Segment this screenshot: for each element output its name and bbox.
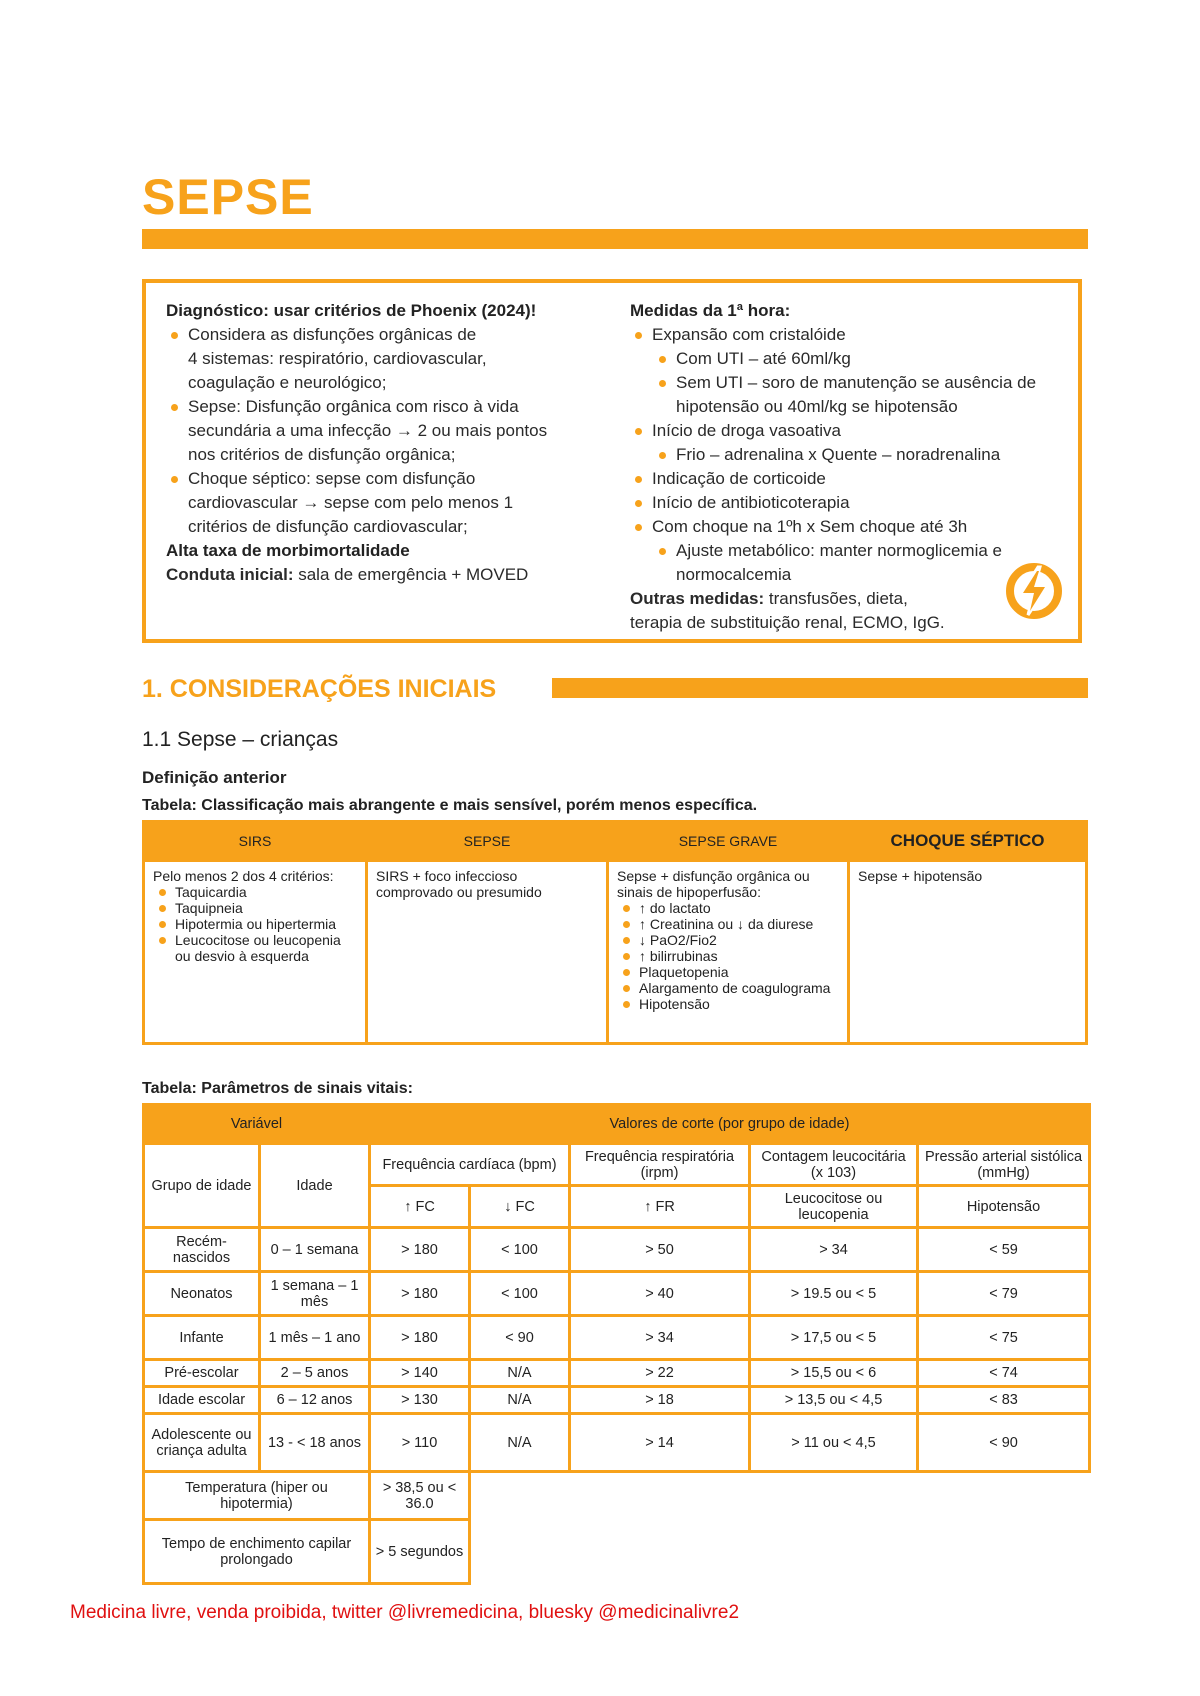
fr-up-header: ↑ FR <box>570 1186 750 1228</box>
diagnosis-list <box>166 323 606 539</box>
list-item: Com choque na 1ºh x Sem choque até 3h <box>630 515 1070 539</box>
variable-header: Variável <box>144 1105 370 1144</box>
list-subitem: Ajuste metabólico: manter normoglicemia e normocalcemia <box>630 539 1070 587</box>
sepse-grave-cell: Sepse + disfunção orgânica ou sinais de hipoperfusão: ↑ do lactato ↑ Creatinina ou ↓ da diurese ↓ PaO2/Fio2 ↑ bilirrubinas Plaquetopenia Alargamento de coagulograma Hipotensão <box>608 861 849 1044</box>
leuco-header: Contagem leucocitária (x 103) <box>750 1144 918 1186</box>
list-item: Considera as disfunções orgânicas de 4 sistemas: respiratório, cardiovascular, coagulação e neurológico; <box>166 323 606 395</box>
list-item: ↓ PaO2/Fio2 <box>617 932 839 948</box>
list-item: Hipotermia ou hipertermia <box>153 916 357 932</box>
list-item: Taquipneia <box>153 900 357 916</box>
section-divider <box>552 678 1088 698</box>
header-sirs: SIRS <box>144 822 367 861</box>
initial-conduct: Conduta inicial: sala de emergência + MOVED <box>166 565 529 584</box>
list-item: Indicação de corticoide <box>630 467 1070 491</box>
table-row: Neonatos 1 semana – 1 mês > 180 < 100 > 40 > 19.5 ou < 5 < 79 <box>144 1272 1090 1316</box>
table-row: Temperatura (hiper ou hipotermia) > 38,5 ou < 36.0 <box>144 1472 1090 1520</box>
title-divider <box>142 229 1088 249</box>
section-title: 1. CONSIDERAÇÕES INICIAIS <box>142 675 497 703</box>
list-item: Hipotensão <box>617 996 839 1012</box>
subsection-title: 1.1 Sepse – crianças <box>142 728 339 751</box>
list-item: Início de droga vasoativa <box>630 419 1070 443</box>
list-subitem: Com UTI – até 60ml/kg <box>630 347 1070 371</box>
list-item: Expansão com cristalóide <box>630 323 1070 347</box>
header-sepse: SEPSE <box>367 822 608 861</box>
list-item: ↑ bilirrubinas <box>617 948 839 964</box>
mortality-note: Alta taxa de morbimortalidade <box>166 541 410 560</box>
sirs-cell: Pelo menos 2 dos 4 critérios: Taquicardia Taquipneia Hipotermia ou hipertermia Leucocitose ou leucopenia ou desvio à esquerda <box>144 861 367 1044</box>
table-row: Infante 1 mês – 1 ano > 180 < 90 > 34 > 17,5 ou < 5 < 75 <box>144 1316 1090 1360</box>
sepse-cell: SIRS + foco infeccioso comprovado ou presumido <box>367 861 608 1044</box>
list-item: Sepse: Disfunção orgânica com risco à vida secundária a uma infecção → 2 ou mais pontos nos critérios de disfunção orgânica; <box>166 395 606 467</box>
table-row: Recém-nascidos 0 – 1 semana > 180 < 100 > 50 > 34 < 59 <box>144 1228 1090 1272</box>
list-subitem: Frio – adrenalina x Quente – noradrenalina <box>630 443 1070 467</box>
diagnosis-column <box>166 299 606 587</box>
first-hour-heading: Medidas da 1ª hora: <box>630 301 791 320</box>
first-hour-list <box>630 323 1070 587</box>
list-item: Início de antibioticoterapia <box>630 491 1070 515</box>
list-item: Taquicardia <box>153 884 357 900</box>
summary-box <box>142 279 1082 643</box>
classification-table <box>142 820 1088 1045</box>
table-row: Pré-escolar 2 – 5 anos > 140 N/A > 22 > 15,5 ou < 6 < 74 <box>144 1360 1090 1387</box>
list-item: ↑ Creatinina ou ↓ da diurese <box>617 916 839 932</box>
pas-header: Pressão arterial sistólica (mmHg) <box>918 1144 1090 1186</box>
cutoff-header: Valores de corte (por grupo de idade) <box>370 1105 1090 1144</box>
list-item: Alargamento de coagulograma <box>617 980 839 996</box>
choque-cell: Sepse + hipotensão <box>849 861 1087 1044</box>
header-choque: CHOQUE SÉPTICO <box>849 822 1087 861</box>
group-header: Grupo de idade <box>144 1144 260 1228</box>
fc-up-header: ↑ FC <box>370 1186 470 1228</box>
lightning-logo-icon <box>1006 563 1062 619</box>
fc-down-header: ↓ FC <box>470 1186 570 1228</box>
table-row: Adolescente ou criança adulta 13 - < 18 anos > 110 N/A > 14 > 11 ou < 4,5 < 90 <box>144 1414 1090 1472</box>
age-header: Idade <box>260 1144 370 1228</box>
vital-signs-table <box>142 1103 1091 1585</box>
header-sepse-grave: SEPSE GRAVE <box>608 822 849 861</box>
first-hour-column <box>630 299 1070 635</box>
fr-header: Frequência respiratória (irpm) <box>570 1144 750 1186</box>
table1-caption: Tabela: Classificação mais abrangente e mais sensível, porém menos específica. <box>142 797 758 814</box>
page-title: SEPSE <box>142 169 314 225</box>
list-item: Plaquetopenia <box>617 964 839 980</box>
fc-header: Frequência cardíaca (bpm) <box>370 1144 570 1186</box>
definition-heading: Definição anterior <box>142 768 287 787</box>
leuco-sub-header: Leucocitose ou leucopenia <box>750 1186 918 1228</box>
footer-notice: Medicina livre, venda proibida, twitter @livremedicina, bluesky @medicinalivre2 <box>70 1602 740 1623</box>
list-item: Leucocitose ou leucopenia ou desvio à esquerda <box>153 932 357 964</box>
table-row: Tempo de enchimento capilar prolongado > 5 segundos <box>144 1520 1090 1584</box>
diagnosis-heading: Diagnóstico: usar critérios de Phoenix (2024)! <box>166 301 537 320</box>
other-measures: Outras medidas: transfusões, dieta, terapia de substituição renal, ECMO, IgG. <box>630 589 945 632</box>
list-item: ↑ do lactato <box>617 900 839 916</box>
table-row: Idade escolar 6 – 12 anos > 130 N/A > 18 > 13,5 ou < 4,5 < 83 <box>144 1387 1090 1414</box>
table2-caption: Tabela: Parâmetros de sinais vitais: <box>142 1080 413 1097</box>
pas-sub-header: Hipotensão <box>918 1186 1090 1228</box>
list-item: Choque séptico: sepse com disfunção cardiovascular → sepse com pelo menos 1 critérios de disfunção cardiovascular; <box>166 467 606 539</box>
list-subitem: Sem UTI – soro de manutenção se ausência de hipotensão ou 40ml/kg se hipotensão <box>630 371 1070 419</box>
